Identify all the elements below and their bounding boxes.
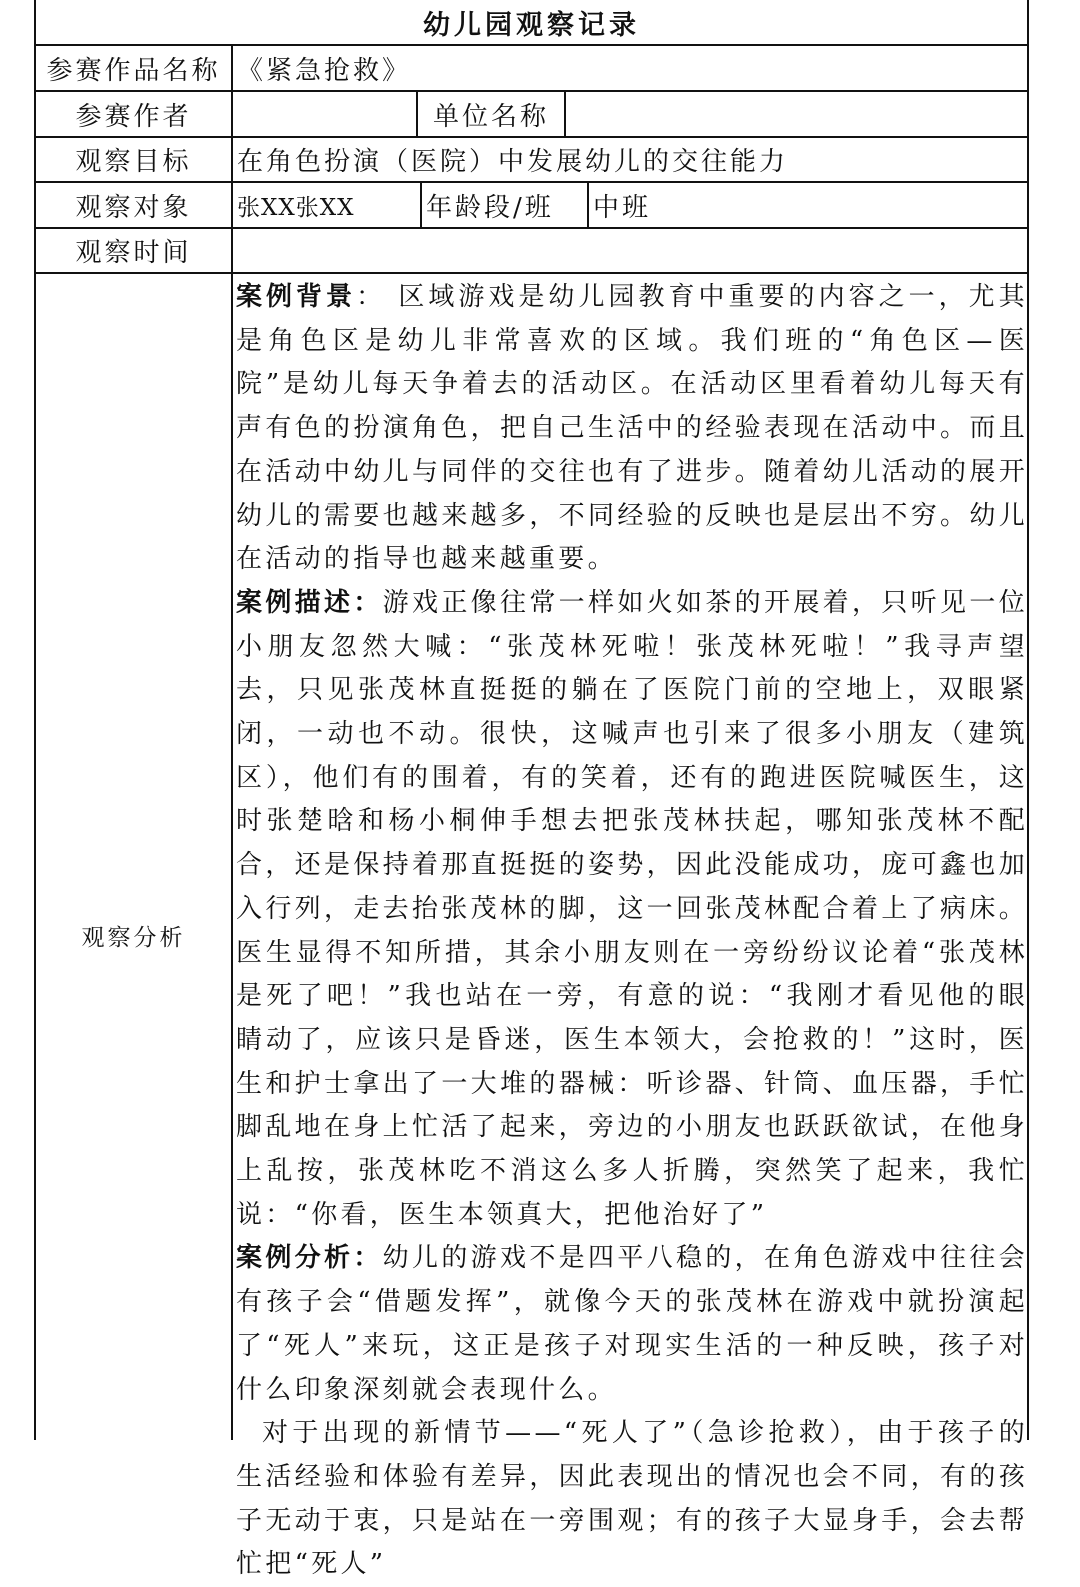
subject-value: 张XX张XX xyxy=(237,194,355,221)
case-analysis xyxy=(236,1237,1028,1412)
time-value xyxy=(233,229,1027,272)
background-colon: ： xyxy=(356,282,387,312)
description-text: 游戏正像往常一样如火如茶的开展着，只听见一位小朋友忽然大喊：“张茂林死啦！张茂林死啦！”我寻声望去，只见张茂林直挺挺的躺在了医院门前的空地上，双眼紧闭，一动也不动。很快，这喊声也引来了很多小朋友（建筑区），他们有的围着，有的笑着，还有的跑进医院喊医生，这时张楚晗和杨小桐伸手想去把张茂林扶起，哪知张茂林不配合，还是保持着那直挺挺的姿势，因此没能成功，庞可鑫也加入行列，走去抬张茂林的脚，这一回张茂林配合着上了病床。医生显得不知所措，其余小朋友则在一旁纷纷议论着“张茂林是死了吧！”我也站在一旁，有意的说：“我刚才看见他的眼睛动了，应该只是昏迷，医生本领大，会抢救的！”这时，医生和护士拿出了一大堆的器械：听诊器、针筒、血压器，手忙脚乱地在身上忙活了起来，旁边的小朋友也跃跃欲试，在他身上乱按，张茂林吃不消这么多人折腾，突然笑了起来，我忙说：“你看，医生本领真大，把他治好了” xyxy=(236,587,1028,1230)
analysis-text: 幼儿的游戏不是四平八稳的，在角色游戏中往往会有孩子会“借题发挥”，就像今天的张茂林在游戏中就扮演起了“死人”来玩，这正是孩子对现实生活的一种反映，孩子对什么印象深刻就会表现什么。 xyxy=(236,1243,1028,1405)
form-title: 幼儿园观察记录 xyxy=(423,9,640,41)
work-name-label: 参赛作品名称 xyxy=(46,55,221,86)
analysis-content xyxy=(236,276,1028,1587)
goal-label: 观察目标 xyxy=(75,147,192,177)
case-background xyxy=(236,276,1028,582)
subject-label: 观察对象 xyxy=(75,192,192,223)
case-analysis-continued: 对于出现的新情节——“死人了”（急诊抢救），由于孩子的生活经验和体验有差异，因此表现出的情况也会不同，有的孩子无动于衷，只是站在一旁围观；有的孩子大显身手，会去帮忙把“死人” xyxy=(236,1418,1028,1580)
time-label: 观察时间 xyxy=(75,238,192,268)
unit-label: 单位名称 xyxy=(432,101,549,132)
unit-value xyxy=(566,92,1027,136)
author-label: 参赛作者 xyxy=(75,101,192,132)
case-description xyxy=(236,582,1028,1238)
border-row-5 xyxy=(34,272,1029,274)
work-name-value: 《紧急抢救》 xyxy=(237,55,412,86)
age-label: 年龄段/班 xyxy=(426,192,554,223)
analysis-row-label: 观察分析 xyxy=(81,924,186,951)
background-label: 案例背景 xyxy=(236,282,357,312)
background-text: 区域游戏是幼儿园教育中重要的内容之一，尤其是角色区是幼儿非常喜欢的区域。我们班的“角色区—医院”是幼儿每天争着去的活动区。在活动区里看着幼儿每天有声有色的扮演角色，把自己生活中的经验表现在活动中。而且在活动中幼儿与同伴的交往也有了进步。随着幼儿活动的展开幼儿的需要也越来越多，不同经验的反映也是层出不穷。幼儿在活动的指导也越来越重要。 xyxy=(236,282,1028,575)
author-value xyxy=(233,92,416,136)
goal-value: 在角色扮演（医院）中发展幼儿的交往能力 xyxy=(237,147,789,177)
analysis-label: 案例分析： xyxy=(236,1243,383,1274)
age-value: 中班 xyxy=(593,192,652,223)
description-label: 案例描述： xyxy=(236,587,383,618)
